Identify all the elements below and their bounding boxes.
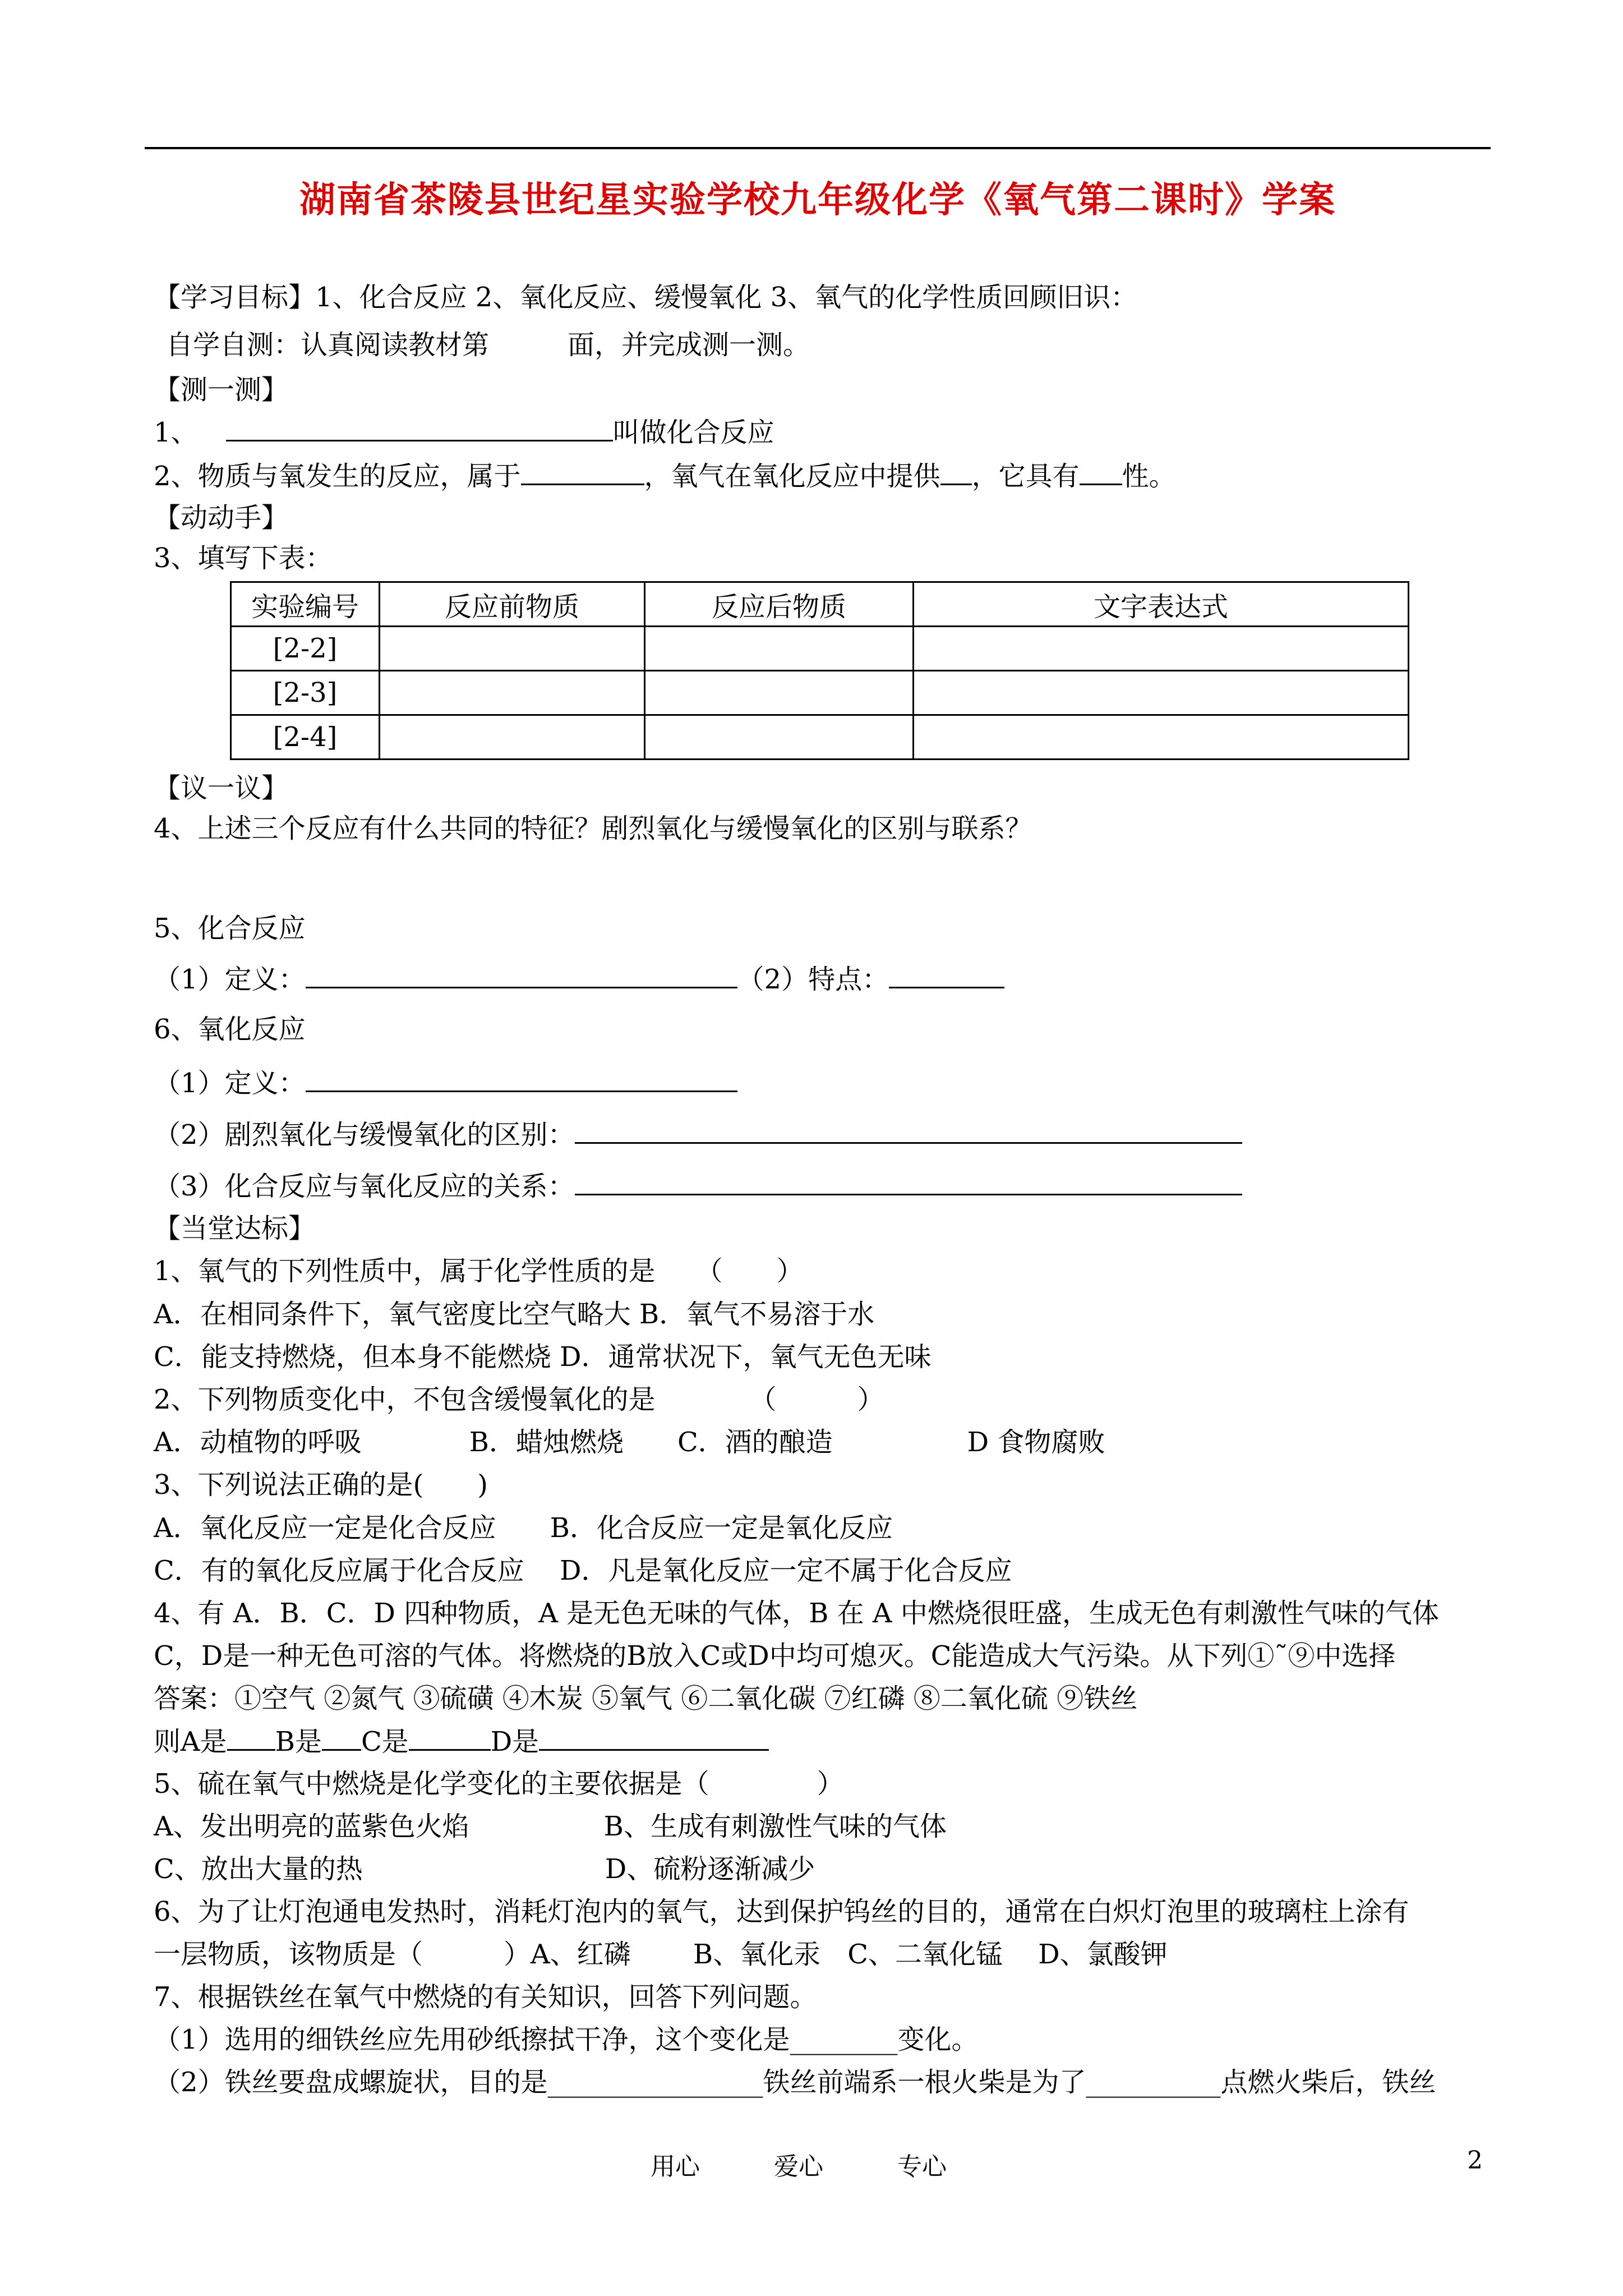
section-ceyice: 【测一测】	[154, 374, 289, 406]
answer-blank	[521, 459, 644, 485]
table-header-row	[231, 582, 1409, 627]
test-4-line2: C，D是一种无色可溶的气体。将燃烧的B放入C或D中均可熄灭。C能造成大气污染。从下列①˜⑨中选择	[154, 1640, 1396, 1672]
question-4: 4、上述三个反应有什么共同的特征？剧烈氧化与缓慢氧化的区别与联系？	[154, 813, 1032, 844]
section-dangtang: 【当堂达标】	[154, 1213, 316, 1244]
page-number: 2	[1467, 2146, 1483, 2175]
test-5: 5、硫在氧气中燃烧是化学变化的主要依据是（ ）	[154, 1768, 844, 1800]
test-7: 7、根据铁丝在氧气中燃烧的有关知识，回答下列问题。	[154, 1981, 817, 2013]
table-cell[interactable]	[914, 627, 1409, 671]
question-1: 1、 叫做化合反应	[154, 415, 774, 449]
footer-slogan: 用心 爱心 专心	[651, 2152, 947, 2181]
question-6: 6、氧化反应	[154, 1014, 306, 1045]
answer-blank	[539, 1724, 769, 1751]
question-2: 2、物质与氧发生的反应，属于 ，氧气在氧化反应中提供 ，它具有 性。	[154, 459, 1176, 493]
question-6-part3: （3）化合反应与氧化反应的关系：	[154, 1169, 1242, 1203]
table-cell[interactable]	[645, 627, 914, 671]
answer-blank	[575, 1117, 1242, 1144]
answer-blank	[889, 962, 1004, 988]
test-5-options-ab: A、发出明亮的蓝紫色火焰 B、生成有刺激性气味的气体	[154, 1811, 947, 1842]
question-6-part1: （1）定义：	[154, 1066, 737, 1100]
test-7-part1: （1）选用的细铁丝应先用砂纸擦拭干净，这个变化是________变化。	[154, 2024, 979, 2055]
answer-blank	[226, 415, 613, 441]
table-header: 实验编号	[231, 582, 380, 627]
self-test: 自学自测：认真阅读教材第 面，并完成测一测。	[166, 329, 810, 361]
answer-blank	[409, 1724, 491, 1751]
section-yiyiyi: 【议一议】	[154, 772, 289, 804]
test-2-options: A．动植物的呼吸 B．蜡烛燃烧 C．酒的酿造 D 食物腐败	[154, 1427, 1105, 1458]
test-4-line1: 4、有 A．B．C．D 四种物质，A 是无色无味的气体，B 在 A 中燃烧很旺盛，生成无色有刺激性气味的气体	[154, 1598, 1439, 1629]
test-3-options-cd: C．有的氧化反应属于化合反应 D．凡是氧化反应一定不属于化合反应	[154, 1555, 1012, 1586]
table-cell[interactable]	[380, 715, 645, 760]
table-cell[interactable]	[914, 671, 1409, 715]
table-header: 反应后物质	[645, 582, 914, 627]
answer-blank	[306, 962, 737, 988]
table-cell[interactable]	[645, 715, 914, 760]
answer-blank	[227, 1724, 275, 1751]
table-header: 反应前物质	[380, 582, 645, 627]
table-cell: [2-3]	[231, 671, 380, 715]
table-cell[interactable]	[914, 715, 1409, 760]
answer-blank	[322, 1724, 361, 1751]
answer-blank	[1080, 459, 1122, 485]
experiment-table	[230, 581, 1409, 760]
table-cell: [2-2]	[231, 627, 380, 671]
table-cell: [2-4]	[231, 715, 380, 760]
page-title: 湖南省茶陵县世纪星实验学校九年级化学《氧气第二课时》学案	[299, 179, 1336, 221]
section-dongdongshou: 【动动手】	[154, 502, 289, 533]
test-6-line2: 一层物质，该物质是（ ）A、红磷 B、氧化汞 C、二氧化锰 D、氯酸钾	[154, 1939, 1168, 1970]
test-6-line1: 6、为了让灯泡通电发热时，消耗灯泡内的氧气，达到保护钨丝的目的，通常在白炽灯泡里的玻璃柱上涂有	[154, 1896, 1409, 1927]
table-cell[interactable]	[380, 671, 645, 715]
table-row	[231, 627, 1409, 671]
test-3-options-ab: A．氧化反应一定是化合反应 B．化合反应一定是氧化反应	[154, 1512, 893, 1544]
table-row	[231, 671, 1409, 715]
test-4-line3: 答案：①空气 ②氮气 ③硫磺 ④木炭 ⑤氧气 ⑥二氧化碳 ⑦红磷 ⑧二氧化硫 ⑨铁丝	[154, 1683, 1138, 1714]
question-5-parts: （1）定义： （2）特点：	[154, 962, 1004, 996]
test-7-part2: （2）铁丝要盘成螺旋状，目的是________________铁丝前端系一根火柴是为了__________点燃火柴后，铁丝	[154, 2067, 1436, 2098]
learning-goal: 【学习目标】1、化合反应 2、氧化反应、缓慢氧化 3、氧气的化学性质回顾旧识：	[154, 282, 1138, 313]
test-5-options-cd: C、放出大量的热 D、硫粉逐渐减少	[154, 1853, 815, 1885]
test-1: 1、氧气的下列性质中，属于化学性质的是 （ ）	[154, 1255, 804, 1287]
question-3: 3、填写下表：	[154, 542, 333, 574]
table-cell[interactable]	[645, 671, 914, 715]
table-row	[231, 715, 1409, 760]
answer-blank	[575, 1169, 1242, 1195]
table-cell[interactable]	[380, 627, 645, 671]
question-6-part2: （2）剧烈氧化与缓慢氧化的区别：	[154, 1117, 1242, 1152]
answer-blank	[306, 1066, 737, 1092]
test-3: 3、下列说法正确的是( )	[154, 1469, 488, 1501]
answer-blank	[940, 459, 972, 485]
test-4-answers: 则A是 B是 C是 D是	[154, 1724, 769, 1759]
table-header: 文字表达式	[914, 582, 1409, 627]
test-2: 2、下列物质变化中，不包含缓慢氧化的是 （ ）	[154, 1384, 884, 1415]
question-5: 5、化合反应	[154, 913, 306, 944]
header-rule	[145, 147, 1491, 149]
test-1-options-ab: A．在相同条件下，氧气密度比空气略大 B．氧气不易溶于水	[154, 1299, 875, 1330]
test-1-options-cd: C．能支持燃烧，但本身不能燃烧 D．通常状况下，氧气无色无味	[154, 1341, 932, 1373]
